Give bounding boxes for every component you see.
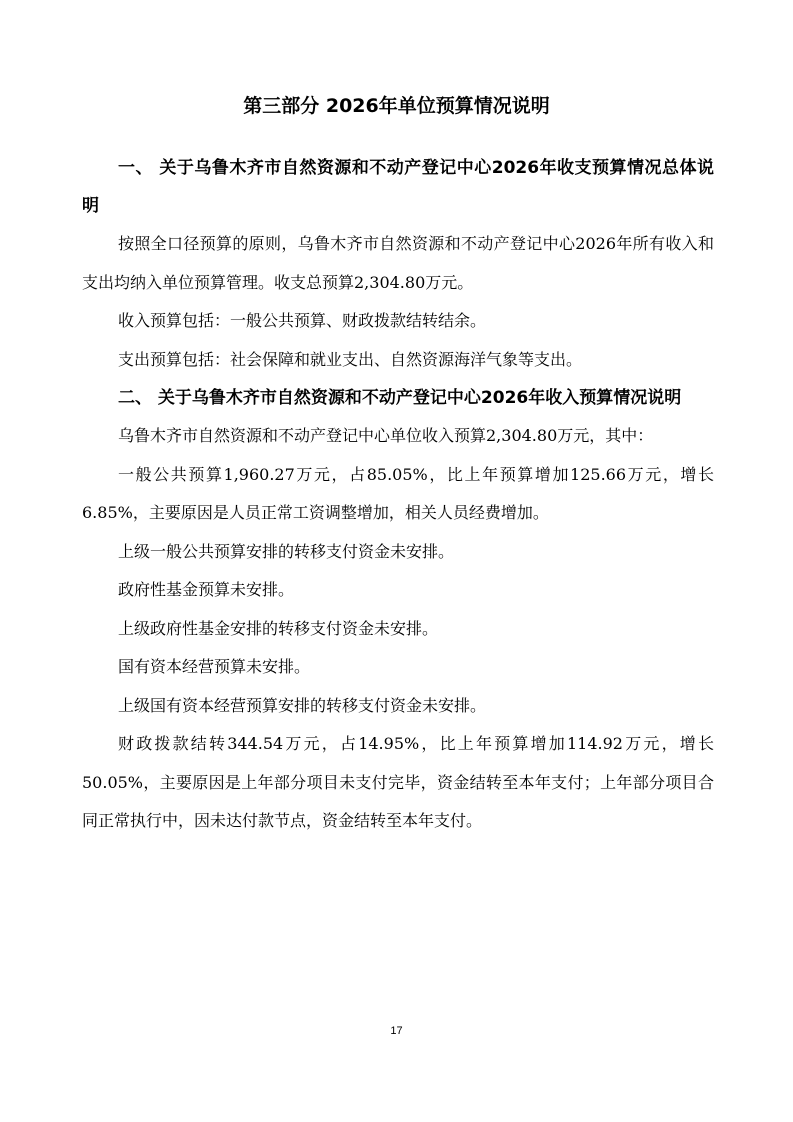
page-number: 17	[390, 1025, 403, 1037]
page-title: 第三部分 2026年单位预算情况说明	[243, 95, 550, 117]
section-1-heading: 一、 关于乌鲁木齐市自然资源和不动产登记中心2026年收支预算情况总体说明	[82, 158, 714, 216]
section-1-paragraph-2: 收入预算包括：一般公共预算、财政拨款结转结余。	[118, 311, 487, 330]
section-2-paragraph-6: 国有资本经营预算未安排。	[118, 657, 311, 676]
section-2-paragraph-1: 乌鲁木齐市自然资源和不动产登记中心单位收入预算2,304.80万元，其中：	[118, 426, 654, 445]
section-2-paragraph-4: 政府性基金预算未安排。	[118, 580, 295, 599]
section-2-paragraph-2: 一般公共预算1,960.27万元，占85.05%，比上年预算增加125.66万元，增长6.85%，主要原因是人员正常工资调整增加，相关人员经费增加。	[82, 464, 714, 522]
section-2-paragraph-3: 上级一般公共预算安排的转移支付资金未安排。	[118, 541, 455, 561]
section-2-paragraph-5: 上级政府性基金安排的转移支付资金未安排。	[118, 618, 439, 638]
section-1-paragraph-3: 支出预算包括：社会保障和就业支出、自然资源海洋气象等支出。	[118, 349, 583, 369]
document-body	[82, 149, 714, 841]
section-2-paragraph-7: 上级国有资本经营预算安排的转移支付资金未安排。	[118, 695, 487, 715]
section-1-paragraph-1: 按照全口径预算的原则，乌鲁木齐市自然资源和不动产登记中心2026年所有收入和支出均纳入单位预算管理。收支总预算2,304.80万元。	[82, 234, 714, 292]
section-2-heading: 二、 关于乌鲁木齐市自然资源和不动产登记中心2026年收入预算情况说明	[118, 388, 682, 408]
section-2-paragraph-8: 财政拨款结转344.54万元，占14.95%，比上年预算增加114.92万元，增长50.05%，主要原因是上年部分项目未支付完毕，资金结转至本年支付；上年部分项目合同正常执行中，因未达付款节点，资金结转至本年支付。	[82, 734, 714, 830]
